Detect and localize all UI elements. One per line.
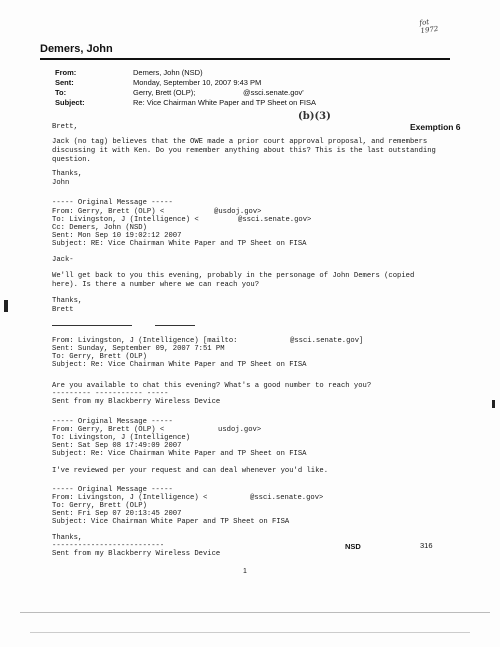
msg2-greeting: Jack-: [52, 256, 74, 264]
to-value: Gerry, Brett (OLP);: [133, 88, 196, 97]
om3-sent: Sent: Sat Sep 08 17:49:09 2007: [52, 442, 182, 450]
nsd-stamp: NSD: [345, 542, 361, 551]
msg3-rule: --------- ----------- -----: [52, 390, 169, 398]
page-number: 1: [243, 568, 247, 575]
om1-sent: Sent: Mon Sep 10 19:02:12 2007: [52, 232, 182, 240]
om1-from: From: Gerry, Brett (OLP) <: [52, 208, 165, 216]
from-label: From:: [55, 68, 77, 77]
handwritten-note: fot 1972: [418, 17, 439, 36]
om4-from-email: @ssci.senate.gov>: [250, 494, 324, 502]
msg2-line2: here). Is there a number where we can reach you?: [52, 281, 260, 289]
msg2-thanks: Thanks,: [52, 297, 83, 305]
om1-to-email: @ssci.senate.gov>: [238, 216, 312, 224]
msg2-signature: Brett: [52, 306, 74, 314]
divider-left: [52, 325, 132, 326]
greeting: Brett,: [52, 123, 78, 131]
om1-to: To: Livingston, J (Intelligence) <: [52, 216, 199, 224]
para1-line3: question.: [52, 156, 91, 164]
subject-label: Subject:: [55, 98, 85, 107]
subject-value: Re: Vice Chairman White Paper and TP Sheet on FISA: [133, 98, 317, 107]
msg2-line1: We'll get back to you this evening, probably in the personage of John Demers (copied: [52, 272, 415, 280]
original-message-4-title: ----- Original Message -----: [52, 486, 173, 494]
document-title: Demers, John: [40, 43, 113, 55]
om2-subject: Subject: Re: Vice Chairman White Paper and TP Sheet on FISA: [52, 361, 307, 369]
om4-sent: Sent: Fri Sep 07 20:13:45 2007: [52, 510, 182, 518]
from-value: Demers, John (NSD): [133, 68, 203, 77]
original-message-1-title: ----- Original Message -----: [52, 199, 173, 207]
scan-speck-right: [492, 400, 495, 408]
scan-speck-left: [4, 300, 8, 312]
sent-value: Monday, September 10, 2007 9:43 PM: [133, 78, 262, 87]
msg5-thanks: Thanks,: [52, 534, 83, 542]
om2-sent: Sent: Sunday, September 09, 2007 7:51 PM: [52, 345, 225, 353]
om3-to: To: Livingston, J (Intelligence): [52, 434, 191, 442]
msg4-line1: I've reviewed per your request and can deal whenever you'd like.: [52, 467, 329, 475]
om2-from: From: Livingston, J (Intelligence) [mailto:: [52, 337, 238, 345]
msg3-sent-from: Sent from my Blackberry Wireless Device: [52, 398, 221, 406]
msg5-sent-from: Sent from my Blackberry Wireless Device: [52, 550, 221, 558]
bates-number: 316: [420, 541, 433, 550]
scan-edge-bottom: [20, 612, 490, 613]
om1-from-email: @usdoj.gov>: [214, 208, 262, 216]
thanks: Thanks,: [52, 170, 83, 178]
om2-to: To: Gerry, Brett (OLP): [52, 353, 147, 361]
to-value-email: @ssci.senate.gov': [243, 88, 304, 97]
om4-from: From: Livingston, J (Intelligence) <: [52, 494, 208, 502]
scan-edge-lower: [30, 632, 470, 633]
sent-label: Sent:: [55, 78, 74, 87]
exemption-stamp: Exemption 6: [410, 122, 461, 132]
to-label: To:: [55, 88, 67, 97]
om1-subject: Subject: RE: Vice Chairman White Paper and TP Sheet on FISA: [52, 240, 307, 248]
msg3-line1: Are you available to chat this evening? What's a good number to reach you?: [52, 382, 372, 390]
signature: John: [52, 179, 70, 187]
om4-to: To: Gerry, Brett (OLP): [52, 502, 147, 510]
msg5-rule: --------------------------: [52, 542, 165, 550]
om4-subject: Subject: Vice Chairman White Paper and TP Sheet on FISA: [52, 518, 290, 526]
divider-right: [155, 325, 195, 326]
om3-from-email: usdoj.gov>: [218, 426, 262, 434]
om3-from: From: Gerry, Brett (OLP) <: [52, 426, 165, 434]
b3-mark: (b)(3): [298, 111, 331, 122]
om1-cc: Cc: Demers, John (NSD): [52, 224, 147, 232]
original-message-3-title: ----- Original Message -----: [52, 418, 173, 426]
para1-line2: discussing it with Ken. Do you remember anything about this? This is the last outstanding: [52, 147, 436, 155]
om3-subject: Subject: Re: Vice Chairman White Paper and TP Sheet on FISA: [52, 450, 307, 458]
para1-line1: Jack (no tag) believes that the OWE made a prior court approval proposal, and remembers: [52, 138, 428, 146]
title-underline: [40, 58, 450, 60]
om2-from-email: @ssci.senate.gov]: [290, 337, 364, 345]
